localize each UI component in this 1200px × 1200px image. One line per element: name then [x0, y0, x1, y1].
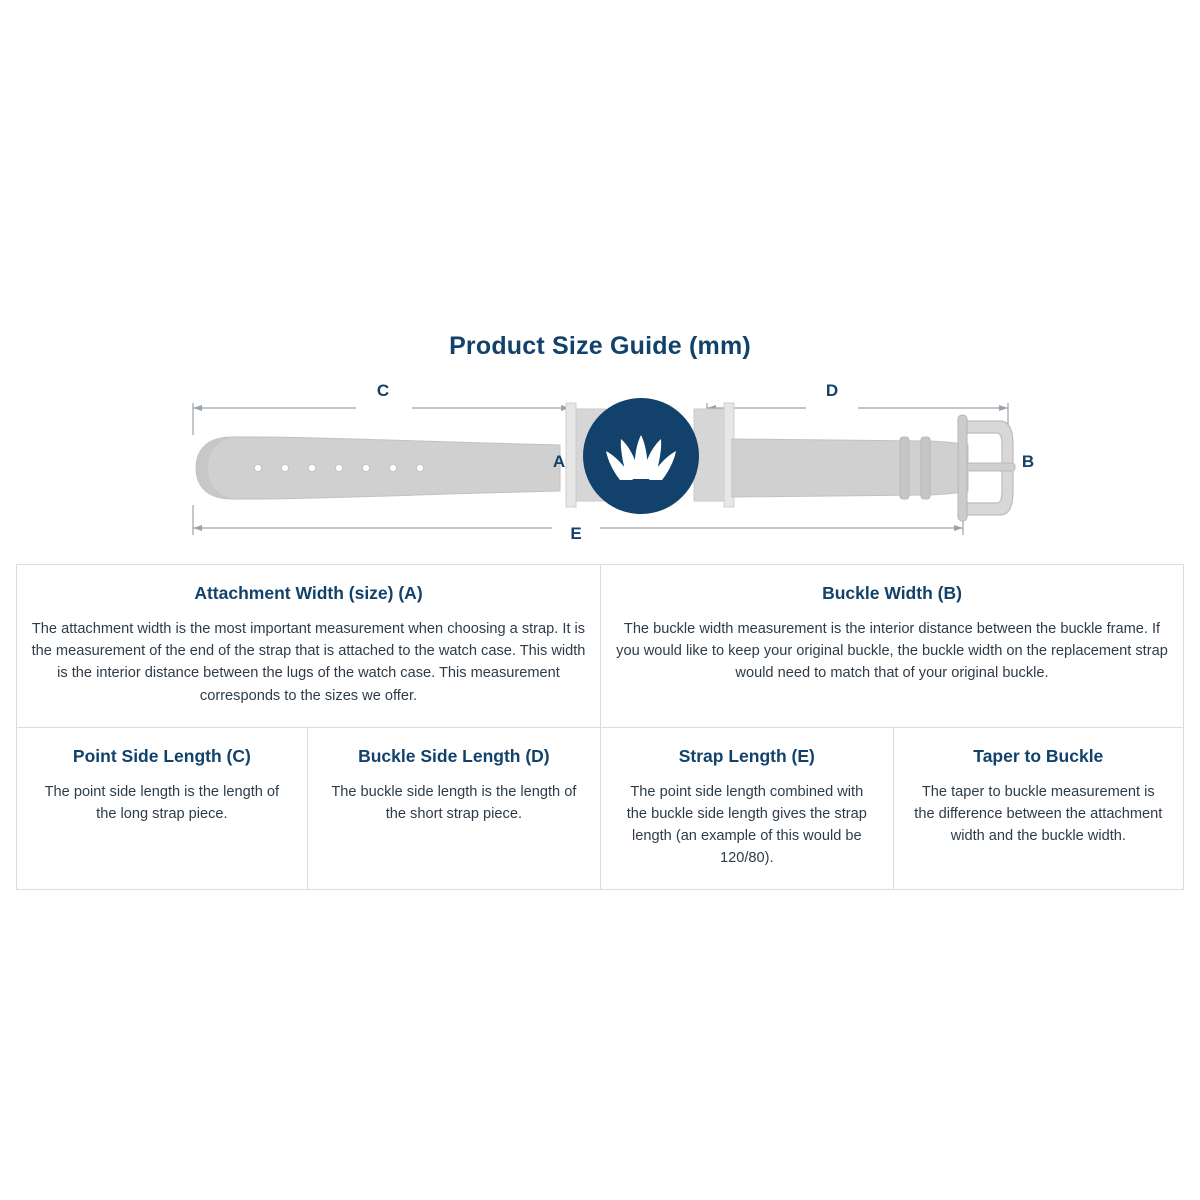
label-c: C	[376, 381, 390, 400]
measurement-definitions-table	[16, 564, 1184, 890]
cell-attachment-width	[17, 565, 600, 727]
cell-heading: Attachment Width (size) (A)	[194, 583, 423, 603]
point-side-strap	[196, 437, 560, 499]
label-b: B	[1021, 452, 1035, 471]
cell-heading: Taper to Buckle	[973, 745, 1104, 766]
strap-illustration	[0, 375, 1200, 560]
keeper-loop-2	[921, 437, 930, 499]
page-title: Product Size Guide (mm)	[449, 332, 751, 360]
cell-heading: Buckle Width (B)	[822, 583, 962, 603]
label-a: A	[552, 452, 566, 471]
cell-heading: Point Side Length (C)	[72, 745, 251, 766]
cell-buckle-width	[600, 565, 1183, 727]
keeper-loop-1	[900, 437, 909, 499]
buckle-side-strap	[732, 439, 968, 497]
watch-strap-diagram	[0, 375, 1200, 560]
buckle-tongue	[967, 463, 1015, 471]
label-e: E	[570, 524, 582, 543]
cell-heading: Strap Length (E)	[678, 745, 815, 766]
table-row	[17, 728, 1183, 890]
cell-strap-length	[600, 728, 893, 890]
cell-body: The attachment width is the most important measurement when choosing a strap. It is the measurement of the end of the strap that is attached to the watch case. This width is the interior distance between the lugs of the watch case. This measurement corresponds to the sizes we offer.	[31, 621, 586, 704]
attachment-end-left	[566, 403, 576, 507]
cell-heading: Buckle Side Length (D)	[358, 745, 550, 766]
cell-body: The buckle width measurement is the interior distance between the buckle frame. If you would like to keep your original buckle, the buckle width on the replacement strap would need to match that of your original buckle.	[616, 621, 1168, 682]
cell-taper-to-buckle	[893, 728, 1183, 890]
cell-body: The point side length combined with the buckle side length gives the strap length (an example of this would be 120/80).	[626, 783, 867, 867]
buckle	[958, 415, 1015, 521]
cell-buckle-side-length	[307, 728, 600, 890]
dimension-c	[193, 403, 570, 435]
cell-body: The point side length is the length of the long strap piece.	[44, 783, 280, 822]
cell-body: The buckle side length is the length of the short strap piece.	[331, 783, 577, 822]
cell-body: The taper to buckle measurement is the difference between the attachment width and the buckle width.	[914, 783, 1163, 845]
cell-point-side-length	[17, 728, 307, 890]
label-d: D	[825, 381, 839, 400]
table-row	[17, 565, 1183, 728]
